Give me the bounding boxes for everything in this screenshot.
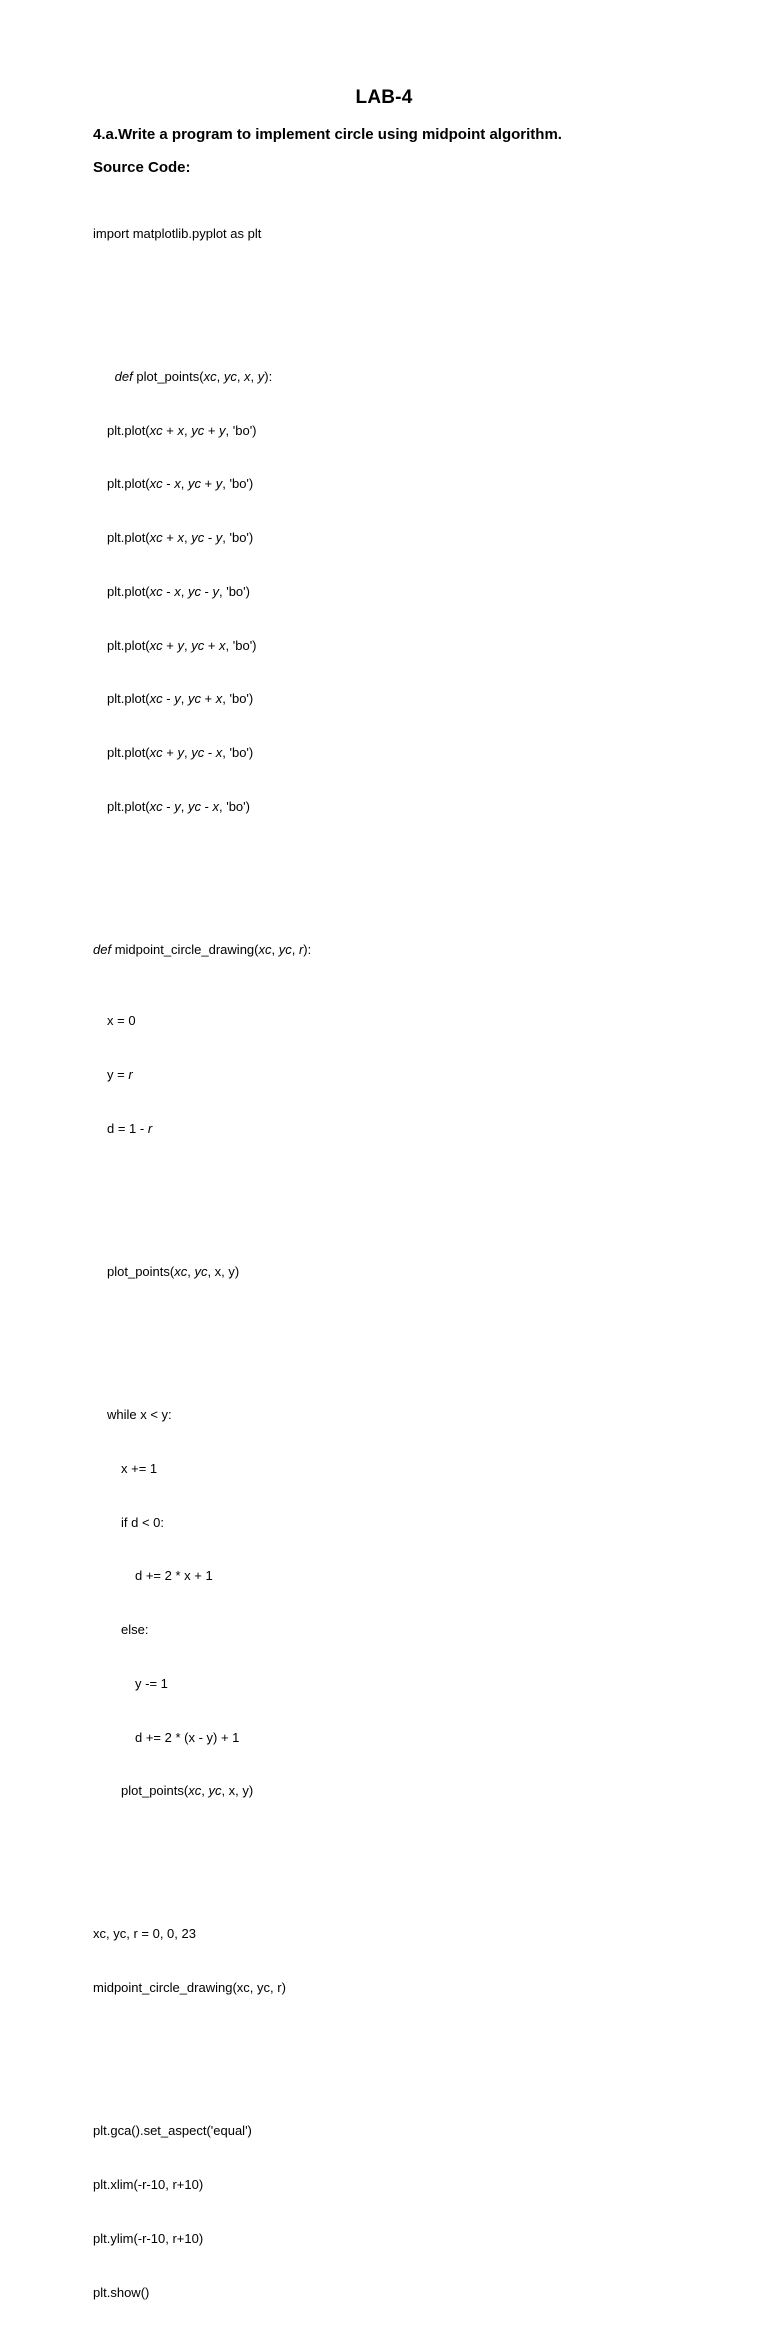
code-line-d-increment-1: d += 2 * x + 1 (135, 1568, 213, 1584)
code-line-plot-points-call-1: plot_points(xc, yc, x, y) (107, 1264, 240, 1280)
code-line-blank (93, 1854, 311, 1872)
code-line-blank (93, 1335, 311, 1353)
code-line-plot-points-call-2: plot_points(xc, yc, x, y) (121, 1783, 254, 1799)
code-line-else: else: (121, 1622, 149, 1638)
code-line-if: if d < 0: (121, 1514, 164, 1530)
code-line-blank (93, 869, 311, 887)
code-line-xlim: plt.xlim(-r-10, r+10) (93, 2177, 204, 2193)
code-line-def-midpoint: def midpoint_circle_drawing(xc, yc, r): (93, 941, 312, 957)
code-line-plot-7: plt.plot(xc + y, yc - x, 'bo') (107, 744, 254, 760)
code-line-call: midpoint_circle_drawing(xc, yc, r) (93, 1980, 286, 1996)
code-line-assign: xc, yc, r = 0, 0, 23 (93, 1926, 196, 1942)
code-line-d-init: d = 1 - r (107, 1120, 153, 1136)
code-line-def-plot-points: def plot_points(xc, yc, x, y): (114, 369, 273, 385)
source-code-heading: Source Code: (93, 159, 191, 176)
code-line-plot-6: plt.plot(xc - y, yc + x, 'bo') (107, 691, 254, 707)
code-line-show: plt.show() (93, 2284, 150, 2300)
code-line-plot-8: plt.plot(xc - y, yc - x, 'bo') (107, 798, 250, 814)
code-line-y-decrement: y -= 1 (135, 1675, 168, 1691)
code-line-blank (93, 279, 311, 297)
code-line-plot-4: plt.plot(xc - x, yc - y, 'bo') (107, 583, 250, 599)
code-line-plot-2: plt.plot(xc - x, yc + y, 'bo') (107, 476, 254, 492)
code-line-plot-1: plt.plot(xc + x, yc + y, 'bo') (107, 422, 257, 438)
code-line-d-increment-2: d += 2 * (x - y) + 1 (135, 1729, 240, 1745)
code-line-blank (93, 1192, 311, 1210)
page-title: LAB-4 (355, 87, 413, 108)
code-line-x-increment: x += 1 (121, 1461, 158, 1477)
code-line-x-init: x = 0 (107, 1013, 136, 1029)
code-line-ylim: plt.ylim(-r-10, r+10) (93, 2230, 204, 2246)
code-line-blank (93, 2051, 311, 2069)
code-line-y-init: y = r (107, 1067, 133, 1083)
code-line-plot-3: plt.plot(xc + x, yc - y, 'bo') (107, 530, 254, 546)
code-line-import: import matplotlib.pyplot as plt (93, 225, 262, 241)
code-block (93, 189, 311, 2337)
code-line-aspect: plt.gca().set_aspect('equal') (93, 2123, 252, 2139)
code-line-while: while x < y: (107, 1407, 172, 1423)
code-line-plot-5: plt.plot(xc + y, yc + x, 'bo') (107, 637, 257, 653)
task-heading: 4.a.Write a program to implement circle using midpoint algorithm. (93, 126, 562, 143)
